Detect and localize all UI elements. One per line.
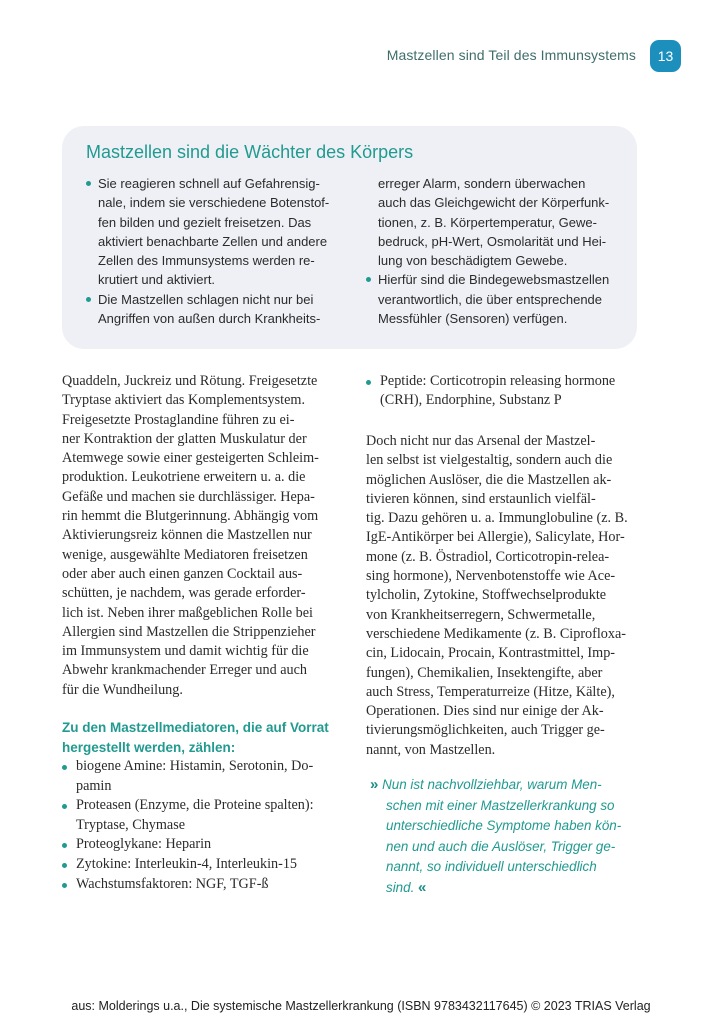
text-line: Tryptase aktiviert das Komplementsystem. <box>62 392 305 409</box>
list-item <box>62 835 314 855</box>
bullet-icon <box>86 181 91 186</box>
text-line: lich ist. Neben ihrer maßgeblichen Rolle bei <box>62 604 313 621</box>
text-line: auch Stress, Temperaturreize (Hitze, Kälte), <box>366 683 615 700</box>
pull-quote <box>370 775 621 899</box>
info-box-list-right <box>366 174 636 328</box>
text-line: pamin <box>76 777 112 794</box>
text-line: fungen), Chemikalien, Insektengifte, aber <box>366 664 603 681</box>
text-line: biogene Amine: Histamin, Serotonin, Do- <box>76 758 314 774</box>
text-line: Gefäße und machen sie durchlässiger. Hepa- <box>62 488 315 505</box>
footer-citation: aus: Molderings u.a., Die systemische Mastzellerkrankung (ISBN 9783432117645) © 2023 TRIAS Verlag <box>71 999 651 1013</box>
text-line: rin hemmt die Blutgerinnung. Abhängig vom <box>62 508 319 525</box>
text-line: Atemwege sowie einer gesteigerten Schleim- <box>62 450 319 467</box>
quote-open-mark: » <box>370 776 379 793</box>
bullet-icon <box>366 380 371 385</box>
text-line: Doch nicht nur das Arsenal der Mastzel- <box>366 433 596 449</box>
info-box-list-left <box>86 174 356 328</box>
text-line: verschiedene Medikamente (z. B. Ciprofloxa- <box>366 625 627 642</box>
list-item <box>62 875 314 895</box>
text-line: oder aber auch einen ganzen Cocktail aus- <box>62 565 303 582</box>
list-item <box>86 290 356 329</box>
text-line: Die Mastzellen schlagen nicht nur bei <box>98 291 314 307</box>
bullet-icon <box>62 765 67 770</box>
text-line: nannt, von Mastzellen. <box>366 741 496 758</box>
text-line: Proteoglykane: Heparin <box>76 836 212 853</box>
page-number-badge: 13 <box>650 40 681 72</box>
text-line: Peptide: Corticotropin releasing hormone <box>380 373 616 389</box>
list-item <box>366 270 636 328</box>
text-line: len selbst ist vielgestaltig, sondern auch die <box>366 452 613 469</box>
bullet-icon <box>366 277 371 282</box>
quote-text: unterschiedliche Symptome haben kön- <box>386 818 622 834</box>
text-line: Operationen. Dies sind nur einige der Ak- <box>366 703 604 720</box>
text-line <box>370 837 621 858</box>
list-item <box>366 372 615 411</box>
text-line: produktion. Leukotriene erweitern u. a. die <box>62 469 306 486</box>
text-line: fen bilden und gezielt freisetzen. Das <box>98 214 312 230</box>
text-line: im Immunsystem und damit wichtig für die <box>62 643 309 660</box>
text-line <box>370 775 621 796</box>
text-line: aktiviert benachbarte Zellen und andere <box>98 233 328 249</box>
text-line: Messfühler (Sensoren) verfügen. <box>378 311 568 327</box>
text-line <box>370 857 621 878</box>
text-line: tivieren können, sind erstaunlich vielfäl- <box>366 490 596 507</box>
text-line: hergestellt werden, zählen: <box>62 740 236 755</box>
peptides-list <box>366 372 615 411</box>
text-line: Hierfür sind die Bindegewebsmastzellen <box>378 272 610 288</box>
text-line: ner Kontraktion der glatten Muskulatur der <box>62 430 307 447</box>
text-line: auch das Gleichgewicht der Körperfunk- <box>378 195 610 211</box>
mediators-heading <box>62 718 329 758</box>
text-line: Allergien sind Mastzellen die Strippenzieher <box>62 623 316 640</box>
text-line: Freigesetzte Prostaglandine führen zu ei- <box>62 411 295 428</box>
text-line: krutiert und aktiviert. <box>98 272 216 288</box>
text-line: Sie reagieren schnell auf Gefahrensig- <box>98 176 320 191</box>
text-line: von Krankheitserregern, Schwermetalle, <box>366 606 596 623</box>
text-line: verantwortlich, die über entsprechende <box>378 291 603 307</box>
body-paragraph-left <box>62 372 319 700</box>
text-line <box>370 878 621 899</box>
text-line: Zellen des Immunsystems werden re- <box>98 253 315 269</box>
text-line: Quaddeln, Juckreiz und Rötung. Freigesetzte <box>62 373 318 389</box>
text-line: möglichen Auslöser, die die Mastzellen ak- <box>366 471 612 488</box>
list-item-continuation <box>366 174 636 270</box>
info-box-title: Mastzellen sind die Wächter des Körpers <box>86 142 414 162</box>
quote-close-mark: « <box>418 878 427 896</box>
text-line: wenige, ausgewählte Mediatoren freisetzen <box>62 546 308 563</box>
text-line: tig. Dazu gehören u. a. Immunglobuline (z. B. <box>366 510 628 527</box>
bullet-icon <box>86 297 91 302</box>
list-item <box>62 796 314 835</box>
text-line: lung von beschädigtem Gewebe. <box>378 253 568 269</box>
quote-text: sind. <box>386 879 415 895</box>
text-line: tivierungsmöglichkeiten, auch Trigger ge- <box>366 722 605 739</box>
text-line: nale, indem sie verschiedene Botenstof- <box>98 195 330 211</box>
list-item <box>86 174 356 290</box>
quote-text: nannt, so individuell unterschiedlich <box>386 859 597 875</box>
mediators-list <box>62 757 314 894</box>
text-line: Abwehr krankmachender Erreger und auch <box>62 662 308 679</box>
body-paragraph-right <box>366 432 628 760</box>
quote-text: nen und auch die Auslöser, Trigger ge- <box>386 838 616 854</box>
text-line: schütten, je nachdem, was gerade erforder- <box>62 585 306 602</box>
running-header: Mastzellen sind Teil des Immunsystems <box>386 47 636 63</box>
text-line: Zytokine: Interleukin-4, Interleukin-15 <box>76 855 298 872</box>
text-line: (CRH), Endorphine, Substanz P <box>380 392 562 409</box>
text-line: für die Wundheilung. <box>62 681 183 698</box>
text-line: erreger Alarm, sondern überwachen <box>378 176 586 191</box>
bullet-icon <box>62 843 67 848</box>
text-line: Proteasen (Enzyme, die Proteine spalten): <box>76 797 314 814</box>
text-line: sing hormone), Nervenbotenstoffe wie Ace- <box>366 568 616 585</box>
text-line: Aktivierungsreiz können die Mastzellen nur <box>62 527 312 544</box>
bullet-icon <box>62 883 67 888</box>
text-line: IgE-Antikörper bei Allergie), Salicylate, Hor- <box>366 529 625 546</box>
text-line: tionen, z. B. Körpertemperatur, Gewe- <box>378 214 597 230</box>
text-line: Angriffen von außen durch Krankheits- <box>98 311 321 327</box>
bullet-icon <box>62 863 67 868</box>
text-line: cin, Lidocain, Procain, Kontrastmittel, Imp- <box>366 645 616 662</box>
text-line <box>370 816 621 837</box>
text-line: bedruck, pH-Wert, Osmolarität und Hei- <box>378 233 607 249</box>
text-line: Tryptase, Chymase <box>76 816 186 833</box>
text-line: tylcholin, Zytokine, Stoffwechselprodukte <box>366 587 607 604</box>
list-item <box>62 855 314 875</box>
text-line: Zu den Mastzellmediatoren, die auf Vorrat <box>62 720 329 735</box>
quote-text: Nun ist nachvollziehbar, warum Men- <box>382 777 602 792</box>
quote-text: schen mit einer Mastzellerkrankung so <box>386 797 615 813</box>
list-item <box>62 757 314 796</box>
text-line: Wachstumsfaktoren: NGF, TGF-ß <box>76 875 269 892</box>
bullet-icon <box>62 804 67 809</box>
text-line: mone (z. B. Östradiol, Corticotropin-relea- <box>366 548 610 565</box>
text-line <box>370 796 621 817</box>
